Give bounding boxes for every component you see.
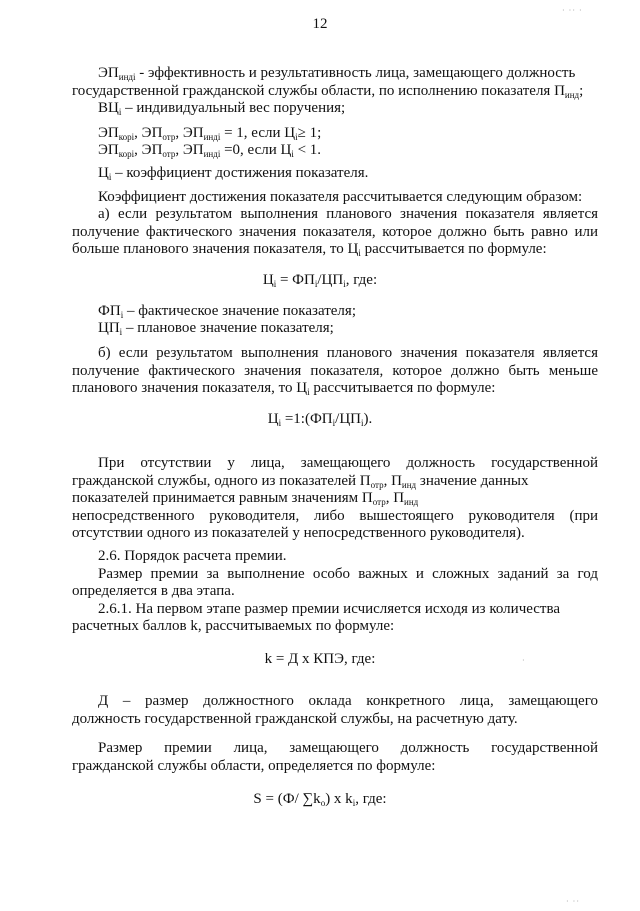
text-line: планового значения показателя, то $Ц_i$ рассчитывается по формуле: [72,380,496,397]
text-line: При отсутствии у лица, замещающего должность государственной [98,455,598,471]
text-line: получение фактического значения показателя, которое должно быть равно или [72,224,598,240]
text-line: Коэффициент достижения показателя рассчитывается следующим образом: [98,189,583,205]
text-line: гражданской службы области, определяется по формуле: [72,758,436,774]
text-line: $ЭП_{индi}$ - эффективность и результативность лица, замещающего должность [98,65,576,82]
text-line: должность государственной гражданской службы, на расчетную дату. [72,711,518,727]
text-line: $ФП_i$ – фактическое значение показателя; [98,303,356,320]
section-heading: 2.6. Порядок расчета премии. [98,548,287,564]
formula-4: S = (Ф/ $\sum k_о$) х $k_i$, где: [253,791,387,808]
corner-mark-bottom: · ·· [566,897,580,906]
text-line: а) если результатом выполнения планового значения показателя является [98,206,598,222]
formula-2: $Ц_i$ $=1:(ФП_i/ЦП_i)$. [267,411,373,428]
text-line: государственной гражданской службы области, по исполнению показателя $П_{инд}$; [72,83,584,100]
page-number: 12 [312,16,328,32]
formula-1: $Ц_i = ФП_i/ЦП_i$, где: [262,272,378,289]
condition-line: $ЭП_{корi}$, $ЭП_{отр}$, $ЭП_{индi} = 1$, если $Ц_i\ge 1$; [98,125,322,142]
text-line: $Ц_i$ – коэффициент достижения показателя. [98,165,369,182]
corner-mark-top: · ·· · [562,6,583,15]
text-line: получение фактического значения показателя, которое должно быть меньше [72,363,598,379]
text-line: 2.6.1. На первом этапе размер премии исчисляется исходя из количества [98,601,561,617]
text-line: Размер премии за выполнение особо важных и сложных заданий за год [98,566,598,582]
text-line: расчетных баллов k, рассчитываемых по формуле: [72,618,395,634]
text-line: непосредственного руководителя, либо вышестоящего руководителя (при [72,508,598,524]
text-line: больше планового значения показателя, то $Ц_i$ рассчитывается по формуле: [72,241,547,258]
text-line: гражданской службы, одного из показателей $П_{отр}$, $П_{инд}$ значение данных [72,473,529,490]
formula-3: k = Д х КПЭ, где: [264,651,376,667]
text-line: $ВЦ_i$ – индивидуальный вес поручения; [98,100,346,117]
text-line: $ЦП_i$ – плановое значение показателя; [98,320,334,337]
stray-dot: · [522,656,526,665]
text-line: показателей принимается равным значениям $П_{отр}$, $П_{инд}$ [72,490,419,507]
text-line: Д – размер должностного оклада конкретного лица, замещающего [98,693,598,709]
condition-line: $ЭП_{корi}$, $ЭП_{отр}$, $ЭП_{индi} =0$, если $Ц_i < 1$. [98,142,322,159]
text-line: определяется в два этапа. [72,583,235,599]
text-line: б) если результатом выполнения планового значения показателя является [98,345,598,361]
text-line: Размер премии лица, замещающего должность государственной [98,740,598,756]
text-line: отсутствии одного из показателей у непосредственного руководителя). [72,525,525,541]
